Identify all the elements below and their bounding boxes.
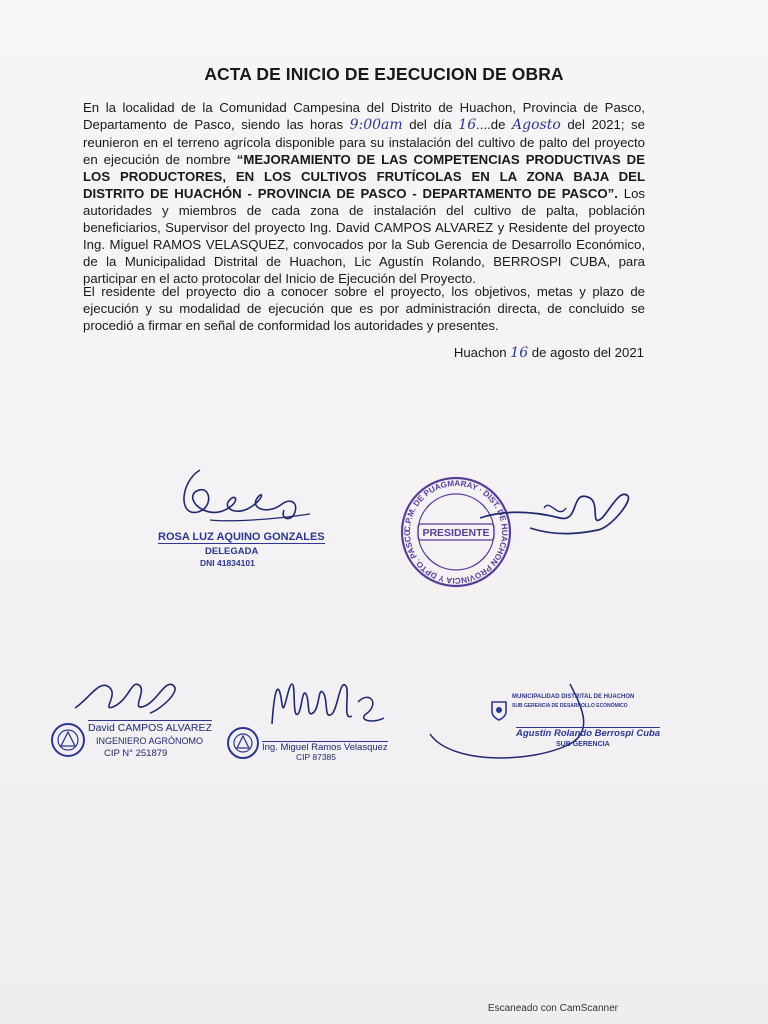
p1-rest: Los autoridades y miembros de cada zona de instalación del cultivo de palta, población beneficiarios, Supervisor del proyecto Ing. David CAMPOS ALVAREZ y Residente del proyecto Ing. Miguel RAMOS VELASQUEZ, convocados por la Sub Gerencia de Desarrollo Económico, de la Municipalidad Distrital de Huachon, Lic Agustín Rolando, BERROSPI CUBA, para participar en el acto protocolar del Inicio de Ejecución del Proyecto. — [83, 186, 645, 286]
residente-signature — [262, 664, 392, 739]
date-line — [454, 345, 644, 361]
p1-line2c: de — [490, 117, 506, 132]
scanner-watermark: Escaneado con CamScanner — [487, 1003, 618, 1014]
date-place: Huachon — [453, 345, 507, 360]
presidente-signature — [470, 478, 640, 548]
handwritten-hour: 9:00am — [349, 117, 403, 133]
residente-name: Ing. Miguel Ramos Velasquez — [262, 742, 388, 753]
subgerente-header1: MUNICIPALIDAD DISTRITAL DE HUACHON — [512, 694, 635, 700]
presidente-stamp-center: PRESIDENTE — [422, 527, 490, 539]
p1-line2b: del día — [409, 117, 452, 132]
residente-seal — [226, 726, 260, 760]
supervisor-cip: CIP N° 251879 — [104, 748, 168, 759]
supervisor-name: David CAMPOS ALVAREZ — [88, 722, 212, 734]
subgerente-swoosh — [420, 664, 630, 774]
delegada-role: DELEGADA — [205, 546, 259, 557]
document-title: ACTA DE INICIO DE EJECUCION DE OBRA — [204, 64, 564, 84]
p1-line3: en el terreno agrícola disponible para su instalación del cultivo de palto del proyecto en ejecución — [83, 135, 645, 167]
supervisor-role: INGENIERO AGRÓNOMO — [96, 736, 204, 746]
paragraph-2: El residente del proyecto dio a conocer sobre el proyecto, los objetivos, metas y plazo de ejecución y su modalidad de ejecución que es por administración directa, de concluido se procedió a firmar en señal de conformidad los autoridades y presentes. — [83, 284, 645, 333]
delegada-signature — [170, 462, 330, 542]
p1-line4a: de nombre — [165, 152, 231, 167]
handwritten-date-day: 16 — [510, 345, 529, 361]
presidente-stamp-ring-text: C.P.M. DE PUAGMARAY · DIST. DE HUACHON PROVINCIA Y DPTO. PASCO — [402, 478, 510, 586]
subgerente-role: SUB GERENCIA — [556, 741, 610, 748]
project-name: “MEJORAMIENTO DE LAS COMPETENCIAS PRODUCTIVAS DE LOS PRODUCTORES, EN LOS CULTIVOS FRUTÍCOLAS EN LA ZONA BAJA DEL DISTRITO DE HUACHÓN - PROVINCIA DE PASCO - DEPARTAMENTO DE PASCO”. — [83, 152, 645, 201]
supervisor-signature — [70, 668, 190, 723]
delegada-name: ROSA LUZ AQUINO GONZALES — [158, 531, 325, 543]
p1-line1: En la localidad de la Comunidad Campesina del Distrito de Huachon, Provincia de Pasco, — [83, 100, 645, 115]
supervisor-seal — [50, 722, 86, 758]
handwritten-day: 16 — [458, 117, 477, 133]
subgerente-name: Agustín Rolando Berrospi Cuba — [516, 728, 661, 739]
municipal-shield-icon — [490, 700, 508, 722]
date-rest: de agosto del 2021 — [531, 345, 644, 360]
p1-line2d: del 2021; se reunieron — [83, 117, 645, 150]
handwritten-month: Agosto — [512, 117, 561, 133]
p1-line2a: Departamento de Pasco, siendo las horas — [83, 117, 344, 132]
residente-cip: CIP 87385 — [296, 752, 337, 762]
subgerente-header2: SUB GERENCIA DE DESARROLLO ECONÓMICO — [512, 703, 628, 709]
paragraph-1: En la localidad de la Comunidad Campesina del Distrito de Huachon, Provincia de Pasco, Departamento de Pasco, siendo las horas 9:00am del día 16....de Agosto del 2021; se reunieron en el terreno agrícola disponible para su instalación del cultivo de palto del proyecto en ejecución de nombre “MEJORAMIENTO DE LAS COMPETENCIAS PRODUCTIVAS DE LOS PRODUCTORES, EN LOS CULTIVOS FRUTÍCOLAS EN LA ZONA BAJA DEL DISTRITO DE HUACHÓN - PROVINCIA DE PASCO - DEPARTAMENTO DE PASCO”. Los autoridades y miembros de cada zona de instalación del cultivo de palta, población beneficiarios, Supervisor del proyecto Ing. David CAMPOS ALVAREZ y Residente del proyecto Ing. Miguel RAMOS VELASQUEZ, convocados por la Sub Gerencia de Desarrollo Económico, de la Municipalidad Distrital de Huachon, Lic Agustín Rolando, BERROSPI CUBA, para participar en el acto protocolar del Inicio de Ejecución del Proyecto. — [83, 100, 645, 286]
delegada-id: DNI 41834101 — [200, 558, 255, 568]
